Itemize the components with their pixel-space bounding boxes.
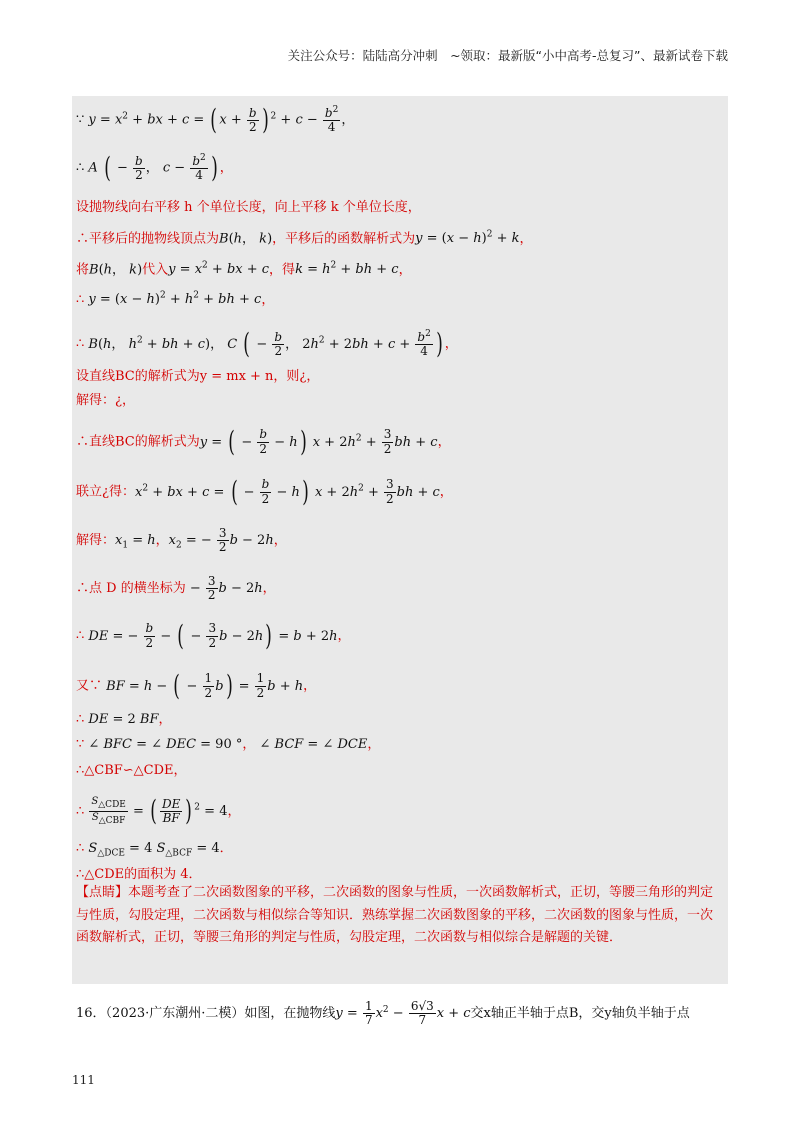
formula-points-bc: ∴ B(h， $h^2$ + bh + c)， C ( − $\frac{b}{2}$ ， $2h^2 + 2bh + c$ + $\frac{b^2}{4}$ ) ， [76,327,458,361]
formula-area-ratio: ∴ $\frac{S_{\triangle CDE}}{S_{\triangle CBF}}$ = ( $\frac{DE}{BF}$ ) $^2$ = 4， [76,794,241,828]
text-line-bc: 设直线BC的解析式为y = mx + n，则¿， [76,369,320,384]
formula-roots: 解得：$x_1 = h$，$x_2$ = − $\frac{3}{2}$ b − 2h， [76,526,287,555]
formula-substitute-b: 将B(h， k)代入$y = x^2$ + bx + c，得$k = h^2$ + bh + c， [76,261,412,278]
formula-de: ∴ DE = − $\frac{b}{2}$ − ( − $\frac{3}{2}$ b − 2h) = b + 2h， [76,619,351,652]
formula-point-d: ∴点 D 的横坐标为 − $\frac{3}{2}$ b − 2h， [76,574,276,603]
question-16: 16．（2023·广东潮州·二模）如图，在抛物线y = $\frac{1}{7}$ $x^2$ − $\frac{6√3}{7}$ x + c交x轴正半轴于点B，交y轴负半轴于点 [76,999,690,1028]
formula-point-a: ∴ A ( − $\frac{b}{2}$ ， c − $\frac{b^2}{4}$ ) ， [76,151,233,185]
question-16-suffix: 交x轴正半轴于点B，交y轴负半轴于点 [470,1006,690,1022]
text-similar: ∴△CBF∽△CDE， [76,763,187,778]
page-number: 111 [72,1073,95,1087]
formula-area-relation: ∴ $S_{\triangle DCE} = 4$ $S_{\triangle BCF} = 4$． [76,841,233,859]
key-point-text: 【点睛】本题考查了二次函数图象的平移，二次函数的图象与性质，一次函数解析式，正切，等腰三角形的判定与性质，勾股定理，二次函数与相似综合等知识．熟练掌握二次函数图象的平移，二次函数的图象与性质，一次函数解析式，正切，等腰三角形的判定与性质，勾股定理，二次函数与相似综合是解题的关键． [76,885,714,945]
text-solve: 解得：¿， [76,393,135,408]
formula-bf: 又∵ BF = h − ( − $\frac{1}{2}$ b) = $\frac{1}{2}$ b + h， [76,669,317,702]
formula-angles: ∵ ∠ BFC = ∠ DEC = 90 °， ∠ BCF = ∠ DCE， [76,737,381,752]
question-16-prefix: 16．（2023·广东潮州·二模）如图，在抛物线 [76,1006,336,1022]
formula-line-bc: ∴直线BC的解析式为y = ( − $\frac{b}{2}$ − h) $x + 2h^2$ + $\frac{3}{2}$ bh + c， [76,425,451,458]
formula-de-2bf: ∴ DE = 2 BF， [76,712,172,727]
page-header: 关注公众号：陆陆高分冲刺 ~领取：最新版“小中高考-总复习”、最新试卷下载 [287,48,728,63]
formula-new-parabola: ∴ $y = (x - h)^2 + h^2$ + bh + c， [76,291,275,308]
key-point-note [76,882,724,950]
formula-simultaneous: 联立¿得：$x^2$ + bx + c = ( − $\frac{b}{2}$ − h) $x + 2h^2$ + $\frac{3}{2}$ bh + c， [76,475,453,508]
text-area-result: ∴△CDE的面积为 4． [76,867,202,882]
formula-translated-vertex: ∴平移后的抛物线顶点为B(h， k)，平移后的函数解析式为$y = (x - h)^2 + k$， [76,230,533,247]
formula-vertex-form: ∵ $y = x^2$ + bx + c = ( x + $\frac{b}{2}$ ) $^2$ + c − $\frac{b^2}{4}$ ， [76,103,355,137]
text-translation: 设抛物线向右平移 h 个单位长度，向上平移 k 个单位长度， [76,200,421,215]
